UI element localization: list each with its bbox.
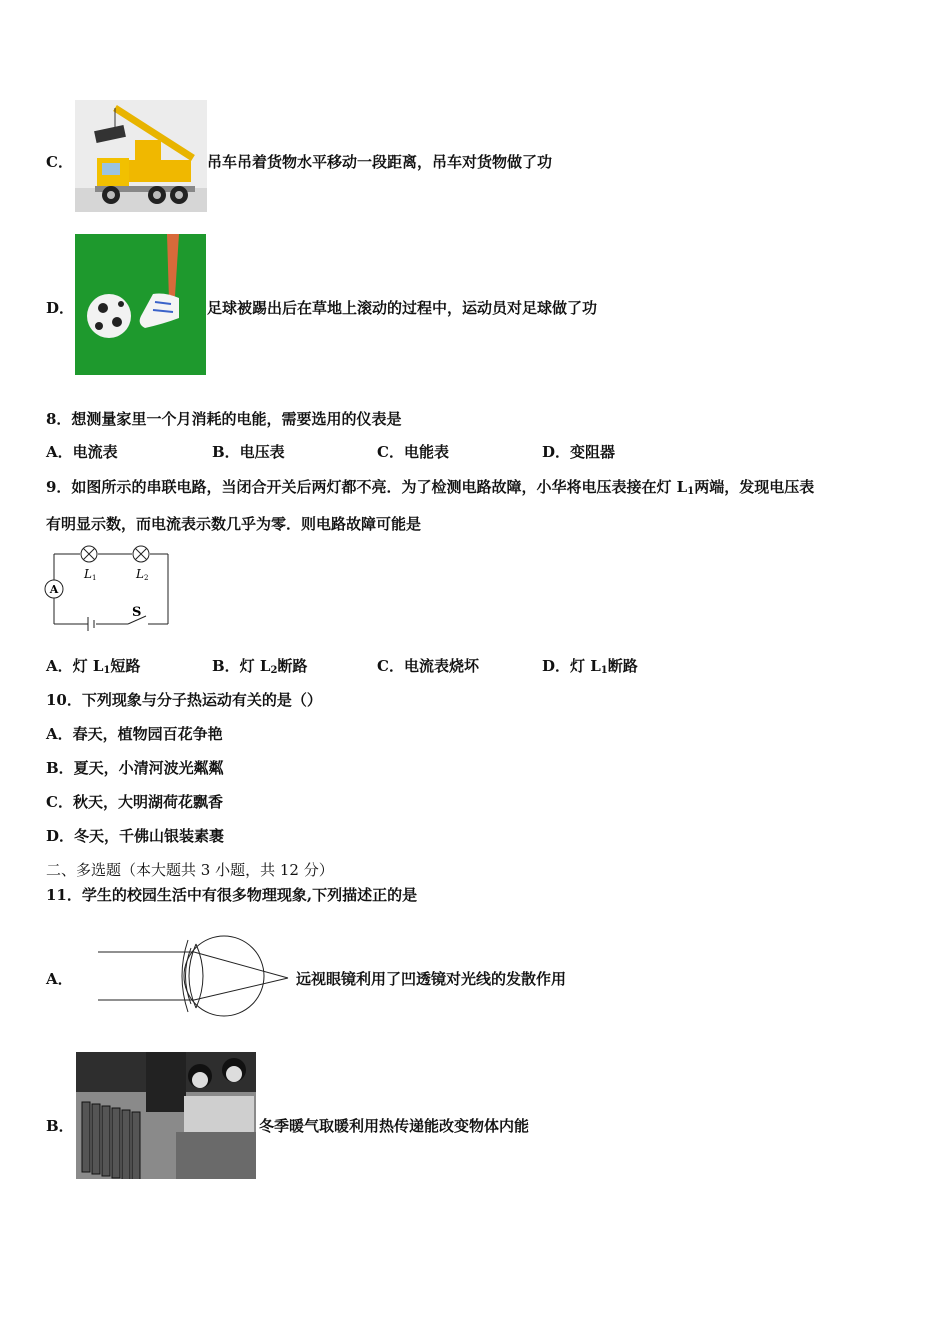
q10-option-b: B．夏天，小清河波光粼粼 xyxy=(46,759,224,777)
q11-stem: 11．学生的校园生活中有很多物理现象,下列描述正的是 xyxy=(46,886,418,904)
lamp2-label: L xyxy=(136,567,144,581)
q9-option-c: C．电流表烧坏 xyxy=(377,657,479,675)
q10-option-c: C．秋天，大明湖荷花飘香 xyxy=(46,793,223,811)
section-heading: 二、多选题（本大题共 3 小题，共 12 分） xyxy=(46,861,334,879)
lamp2-subscript: 2 xyxy=(144,574,149,582)
q10-option-d: D．冬天，千佛山银装素裹 xyxy=(46,827,225,845)
q11-option-b-label: B． xyxy=(46,1117,74,1135)
option-c-label: C． xyxy=(46,153,73,171)
hyperopia-eye-diagram xyxy=(96,930,292,1030)
lamp1-label: L xyxy=(84,567,92,581)
q8-option-a: A．电流表 xyxy=(46,443,118,461)
q9-option-a: A．灯 $L_1$短路 xyxy=(46,657,141,676)
q11-option-a-label: A． xyxy=(46,970,73,988)
option-d-label: D． xyxy=(46,299,75,317)
q11-option-b-text: 冬季暖气取暖利用热传递能改变物体内能 xyxy=(259,1117,530,1135)
option-c-text: 吊车吊着货物水平移动一段距离，吊车对货物做了功 xyxy=(207,153,553,171)
option-d-text: 足球被踢出后在草地上滚动的过程中，运动员对足球做了功 xyxy=(207,299,598,317)
q9-stem-line1: 9．如图所示的串联电路，当闭合开关后两灯都不亮．为了检测电路故障，小华将电压表接在灯 $L_1$两端，发现电压表 xyxy=(46,478,815,497)
q8-option-c: C．电能表 xyxy=(377,443,449,461)
ammeter-label: A xyxy=(49,583,59,596)
switch-label: S xyxy=(132,605,142,620)
q8-stem: 8．想测量家里一个月消耗的电能，需要选用的仪表是 xyxy=(46,410,402,428)
lamp1-subscript: 1 xyxy=(92,574,97,582)
q10-option-a: A．春天，植物园百花争艳 xyxy=(46,725,223,743)
series-circuit-diagram xyxy=(44,542,174,634)
q10-stem: 10．下列现象与分子热运动有关的是（） xyxy=(46,691,322,709)
q9-stem-line2: 有明显示数，而电流表示数几乎为零．则电路故障可能是 xyxy=(46,515,422,533)
q11-option-a-text: 远视眼镜利用了凹透镜对光线的发散作用 xyxy=(296,970,567,988)
crane-truck-image xyxy=(75,100,207,212)
q8-option-d: D．变阻器 xyxy=(542,443,616,461)
soccer-kick-image xyxy=(75,234,206,375)
classroom-radiator-photo xyxy=(76,1052,256,1179)
q9-option-d: D．灯 $L_1$断路 xyxy=(542,657,638,676)
q9-option-b: B．灯 $L_2$断路 xyxy=(212,657,308,676)
q8-option-b: B．电压表 xyxy=(212,443,285,461)
